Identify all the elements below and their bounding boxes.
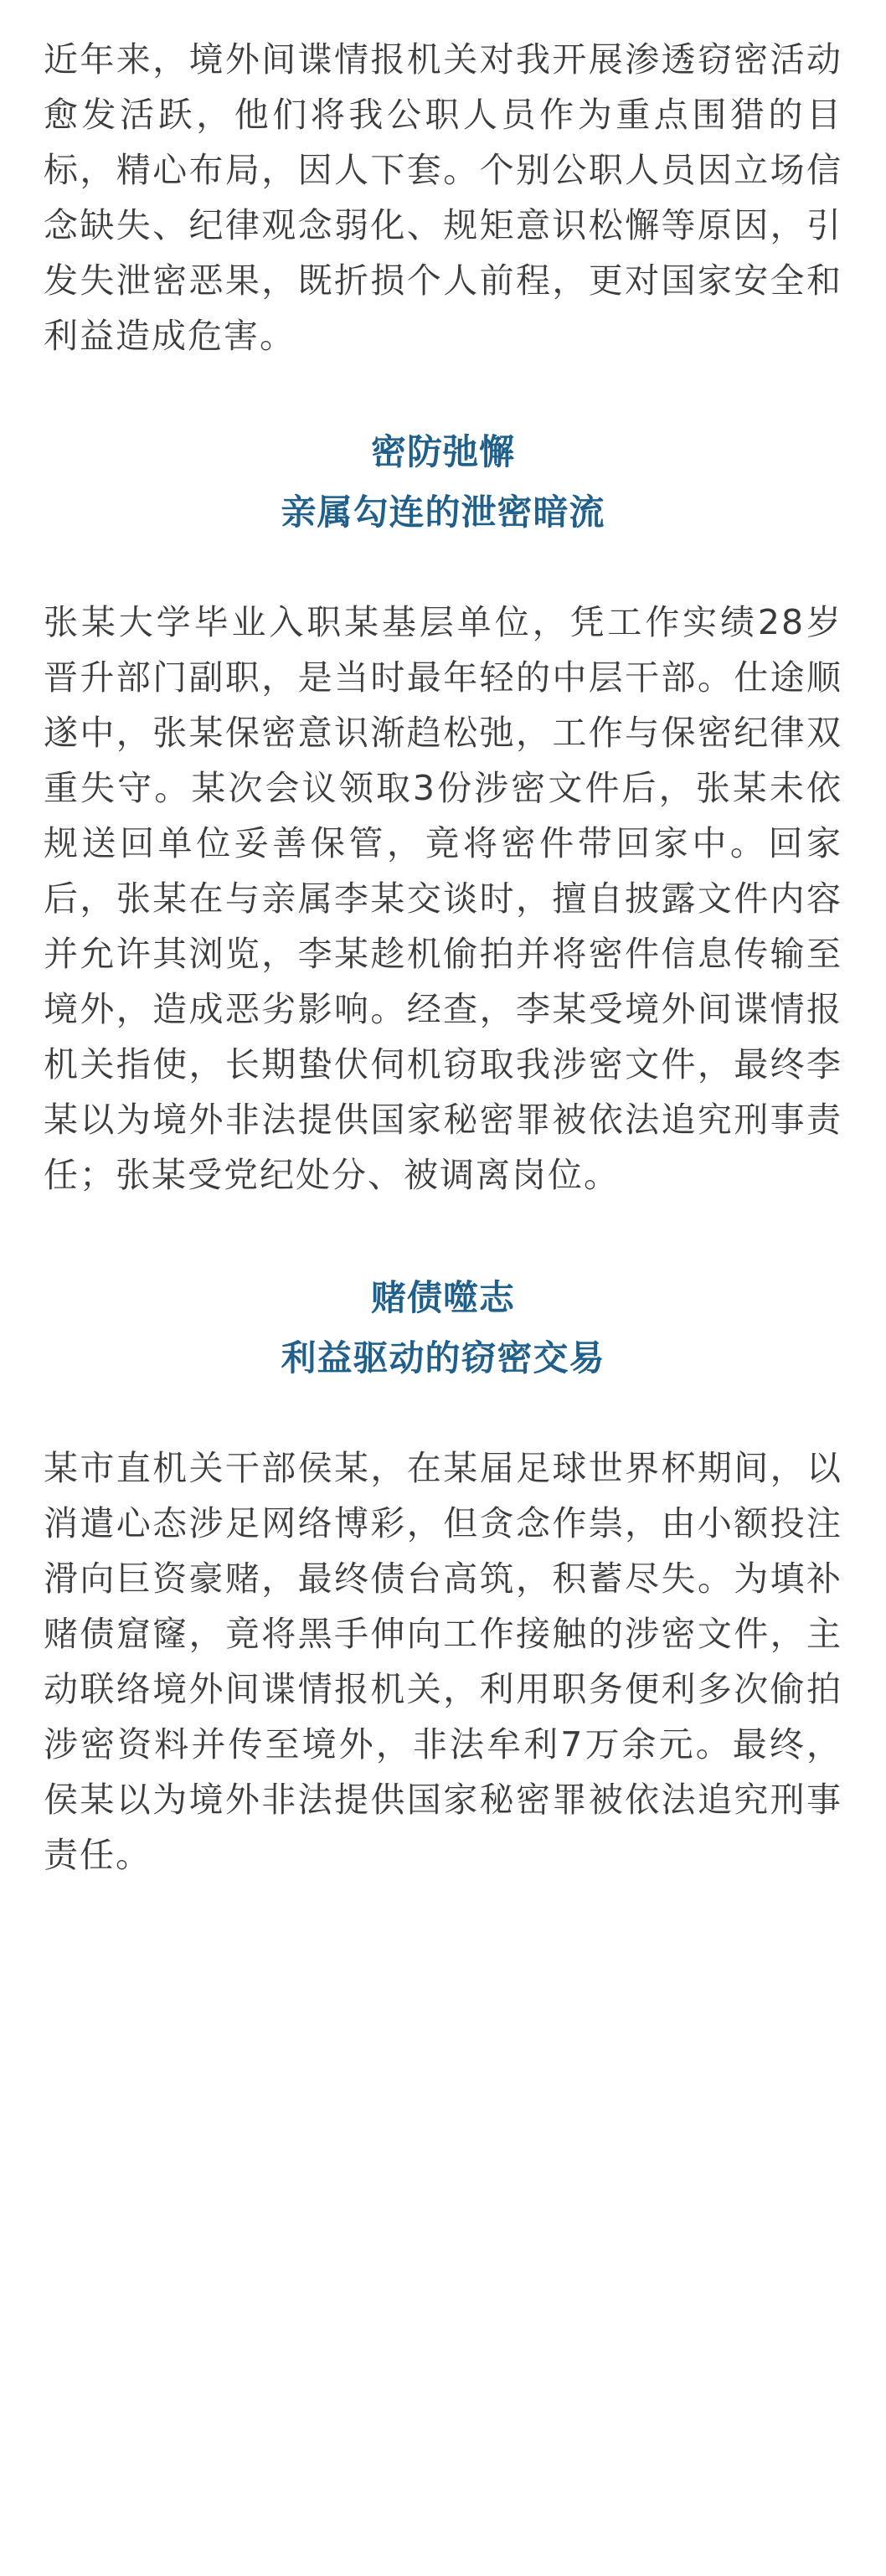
section2-title-line1: 赌债噬志 [370,1277,515,1318]
section1-heading [44,422,842,543]
section1-title-line2: 亲属勾连的泄密暗流 [281,492,605,533]
section2-title-line2: 利益驱动的窃密交易 [281,1337,605,1378]
section1-title-line1: 密防弛懈 [370,431,515,472]
intro-paragraph: 近年来，境外间谍情报机关对我开展渗透窃密活动愈发活跃，他们将我公职人员作为重点围猎的目标，精心布局，因人下套。个别公职人员因立场信念缺失、纪律观念弱化、规矩意识松懈等原因，引发失泄密恶果，既折损个人前程，更对国家安全和利益造成危害。 [44,39,842,356]
section2-paragraph: 某市直机关干部侯某，在某届足球世界杯期间，以消遣心态涉足网络博彩，但贪念作祟，由小额投注滑向巨资豪赌，最终债台高筑，积蓄尽失。为填补赌债窟窿，竟将黑手伸向工作接触的涉密文件，主动联络境外间谍情报机关，利用职务便利多次偷拍涉密资料并传至境外，非法牟利7万余元。最终，侯某以为境外非法提供国家秘密罪被依法追究刑事责任。 [44,1448,842,1875]
section1-paragraph: 张某大学毕业入职某基层单位，凭工作实绩28岁晋升部门副职，是当时最年轻的中层干部。仕途顺遂中，张某保密意识渐趋松弛，工作与保密纪律双重失守。某次会议领取3份涉密文件后，张某未依规送回单位妥善保管，竟将密件带回家中。回家后，张某在与亲属李某交谈时，擅自披露文件内容并允许其浏览，李某趁机偷拍并将密件信息传输至境外，造成恶劣影响。经查，李某受境外间谍情报机关指使，长期蛰伏伺机窃取我涉密文件，最终李某以为境外非法提供国家秘密罪被依法追究刑事责任；张某受党纪处分、被调离岗位。 [44,602,842,1195]
section2-heading [44,1268,842,1388]
